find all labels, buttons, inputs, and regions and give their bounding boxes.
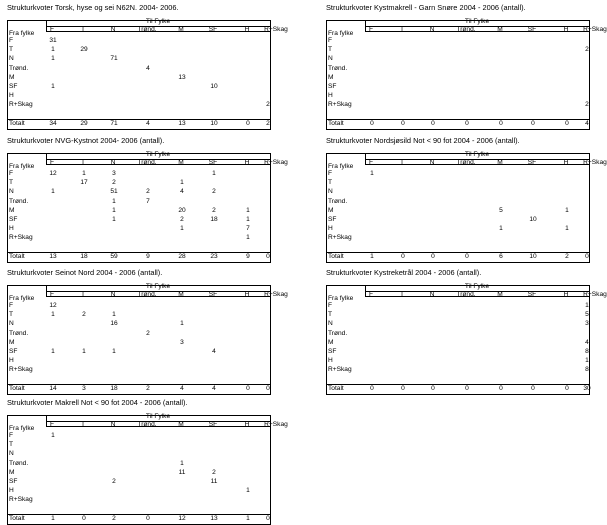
column-header: R+Skag <box>264 26 288 33</box>
total-cell: 18 <box>110 385 118 392</box>
row-label: SF <box>328 83 337 90</box>
column-header: H <box>563 159 569 166</box>
total-cell: 10 <box>529 253 537 260</box>
table-cell: 31 <box>49 37 57 44</box>
table-cell: 12 <box>49 302 57 309</box>
row-header-label: Fra fylke <box>9 295 35 302</box>
total-cell: 4 <box>146 120 150 127</box>
total-cell: 0 <box>565 120 569 127</box>
total-cell: 2 <box>112 515 116 522</box>
total-cell: 0 <box>246 385 250 392</box>
table-cell: 4 <box>180 188 184 196</box>
header-divider <box>46 26 270 27</box>
total-cell: 13 <box>210 515 218 522</box>
table-cell: 7 <box>146 197 150 205</box>
row-label: F <box>9 37 14 44</box>
column-header: Trønd. <box>456 159 476 166</box>
column-header: R+Skag <box>583 291 607 298</box>
total-cell: 2 <box>565 253 569 260</box>
table-title: Strukturkvoter Kystreketrål 2004 - 2006 (antall). <box>326 268 482 277</box>
row-label: T <box>9 441 14 449</box>
column-header: R+Skag <box>264 421 288 428</box>
row-label: H <box>328 92 333 100</box>
total-cell: 0 <box>531 120 535 127</box>
column-header: F <box>368 159 374 166</box>
total-cell: 0 <box>370 385 374 392</box>
table-cell: 1 <box>565 206 569 214</box>
column-header: F <box>49 421 55 428</box>
column-header: Trønd. <box>456 291 476 298</box>
column-header: Trønd. <box>456 26 476 33</box>
total-cell: 0 <box>401 120 405 127</box>
row-label: N <box>328 55 333 63</box>
table-cell: 8 <box>585 348 589 355</box>
column-group-header: Til Fylke <box>464 283 490 290</box>
row-label: F <box>9 170 14 177</box>
row-label: F <box>328 302 333 309</box>
table-cell: 2 <box>212 206 216 214</box>
column-header: N <box>429 26 435 33</box>
total-cell: 3 <box>82 385 86 392</box>
column-header: T <box>80 26 86 33</box>
table-cell: 11 <box>178 468 186 476</box>
total-cell: 9 <box>246 253 250 260</box>
table-cell: 1 <box>585 357 589 365</box>
table-cell: 1 <box>82 170 86 177</box>
table-cell: 1 <box>82 348 86 355</box>
table-cell: 71 <box>110 55 118 63</box>
row-label: R+Skag <box>328 234 352 242</box>
total-cell: 0 <box>431 120 435 127</box>
row-label: SF <box>328 216 337 223</box>
column-header: F <box>368 26 374 33</box>
column-header: F <box>49 26 55 33</box>
table-cell: 1 <box>51 348 55 355</box>
column-header: T <box>399 291 405 298</box>
data-table <box>326 151 607 263</box>
row-label: H <box>9 357 14 365</box>
total-cell: 10 <box>210 120 218 127</box>
table-cell: 2 <box>82 311 86 319</box>
table-cell: 1 <box>112 206 116 214</box>
total-cell: 1 <box>51 515 55 522</box>
column-header: H <box>563 26 569 33</box>
row-label: R+Skag <box>9 101 33 109</box>
total-cell: 14 <box>49 385 57 392</box>
totals-label: Totalt <box>9 385 25 392</box>
table-cell: 1 <box>51 188 55 196</box>
totals-divider <box>8 514 270 515</box>
column-header: T <box>80 421 86 428</box>
data-table <box>7 413 288 525</box>
row-label: SF <box>9 83 18 90</box>
row-label: SF <box>9 478 18 485</box>
row-label: Trønd. <box>9 329 29 337</box>
row-label: H <box>328 225 333 233</box>
row-label: T <box>9 46 14 54</box>
row-label: H <box>9 487 14 495</box>
column-header: M <box>497 26 503 33</box>
total-cell: 29 <box>80 120 88 127</box>
table-cell: 3 <box>180 338 184 346</box>
total-cell: 0 <box>146 515 150 522</box>
column-header: R+Skag <box>264 291 288 298</box>
total-cell: 4 <box>212 385 216 392</box>
column-header: Trønd. <box>137 291 157 298</box>
table-cell: 10 <box>529 216 537 223</box>
column-group-header: Til Fylke <box>145 283 171 290</box>
total-cell: 0 <box>431 385 435 392</box>
header-divider <box>46 164 270 165</box>
row-label: T <box>9 179 14 187</box>
header-divider <box>365 159 589 160</box>
row-label: T <box>9 311 14 319</box>
row-label: T <box>328 179 333 187</box>
total-cell: 30 <box>583 385 591 392</box>
total-cell: 0 <box>465 385 469 392</box>
row-label: Trønd. <box>9 459 29 467</box>
row-label: F <box>9 432 14 439</box>
row-label: H <box>9 225 14 233</box>
total-cell: 6 <box>499 253 503 260</box>
table-cell: 1 <box>212 170 216 177</box>
table-cell: 1 <box>180 320 184 328</box>
header-divider <box>365 26 589 27</box>
table-cell: 1 <box>51 83 55 90</box>
row-label: M <box>328 206 334 214</box>
column-header: N <box>429 291 435 298</box>
row-label: R+Skag <box>9 234 33 242</box>
column-header: M <box>178 159 184 166</box>
table-cell: 1 <box>246 206 250 214</box>
total-cell: 1 <box>370 253 374 260</box>
table-cell: 1 <box>112 348 116 355</box>
header-divider <box>365 164 589 165</box>
total-cell: 2 <box>146 385 150 392</box>
data-table <box>7 283 288 395</box>
column-header: N <box>429 159 435 166</box>
row-label: N <box>328 320 333 328</box>
row-label: Trønd. <box>328 197 348 205</box>
row-label: M <box>328 338 334 346</box>
row-label: M <box>328 73 334 81</box>
column-header: Trønd. <box>137 421 157 428</box>
totals-divider <box>327 384 589 385</box>
table-cell: 1 <box>51 311 55 319</box>
column-header: N <box>110 26 116 33</box>
table-cell: 2 <box>112 478 116 485</box>
total-cell: 0 <box>266 515 270 522</box>
table-cell: 2 <box>212 188 216 196</box>
column-header: SF <box>527 159 537 166</box>
column-group-header: Til Fylke <box>145 18 171 25</box>
table-title: Strukturkvoter Makrell Not < 90 fot 2004 - 2006 (antall). <box>7 398 188 407</box>
row-label: R+Skag <box>9 496 33 504</box>
data-table <box>326 283 607 395</box>
total-cell: 71 <box>110 120 118 127</box>
column-header: M <box>178 26 184 33</box>
row-label: T <box>328 46 333 54</box>
totals-divider <box>8 384 270 385</box>
row-label: Trønd. <box>328 329 348 337</box>
table-cell: 17 <box>80 179 88 187</box>
row-header-label: Fra fylke <box>328 295 354 302</box>
total-cell: 4 <box>585 120 589 127</box>
total-cell: 0 <box>465 120 469 127</box>
table-cell: 1 <box>246 216 250 223</box>
totals-label: Totalt <box>328 253 344 260</box>
column-header: T <box>399 26 405 33</box>
total-cell: 28 <box>178 253 186 260</box>
row-header-label: Fra fylke <box>9 163 35 170</box>
header-divider <box>46 291 270 292</box>
table-cell: 1 <box>585 302 589 309</box>
column-header: T <box>399 159 405 166</box>
table-title: Strukturkvoter Torsk, hyse og sei N62N. 2004- 2006. <box>7 3 179 12</box>
table-cell: 2 <box>585 46 589 54</box>
total-cell: 0 <box>246 120 250 127</box>
row-label: N <box>9 320 14 328</box>
header-divider <box>365 31 589 32</box>
total-cell: 0 <box>565 385 569 392</box>
total-cell: 9 <box>146 253 150 260</box>
column-header: H <box>244 291 250 298</box>
table-cell: 1 <box>180 225 184 233</box>
table-cell: 11 <box>210 478 218 485</box>
row-label: R+Skag <box>9 366 33 374</box>
table-cell: 4 <box>585 338 589 346</box>
table-cell: 51 <box>110 188 118 196</box>
totals-divider <box>8 252 270 253</box>
row-label: Trønd. <box>9 197 29 205</box>
column-header: H <box>244 421 250 428</box>
column-header: F <box>49 291 55 298</box>
table-cell: 1 <box>51 55 55 63</box>
total-cell: 13 <box>49 253 57 260</box>
row-header-label: Fra fylke <box>9 30 35 37</box>
row-label: H <box>328 357 333 365</box>
row-label: N <box>9 55 14 63</box>
column-header: R+Skag <box>583 26 607 33</box>
column-header: N <box>110 421 116 428</box>
table-cell: 1 <box>246 234 250 242</box>
row-header-label: Fra fylke <box>328 163 354 170</box>
row-header-label: Fra fylke <box>328 30 354 37</box>
table-title: Strukturkvoter Nordsjøsild Not < 90 fot 2004 - 2006 (antall). <box>326 136 520 145</box>
row-label: M <box>9 338 15 346</box>
total-cell: 1 <box>246 515 250 522</box>
table-cell: 1 <box>370 170 374 177</box>
total-cell: 0 <box>266 385 270 392</box>
totals-divider <box>8 119 270 120</box>
total-cell: 12 <box>178 515 186 522</box>
column-header: F <box>49 159 55 166</box>
table-cell: 18 <box>210 216 218 223</box>
row-label: F <box>328 170 333 177</box>
row-label: N <box>9 450 14 458</box>
total-cell: 23 <box>210 253 218 260</box>
table-cell: 2 <box>212 468 216 476</box>
total-cell: 0 <box>370 120 374 127</box>
total-cell: 0 <box>401 385 405 392</box>
header-divider <box>365 291 589 292</box>
column-header: N <box>110 291 116 298</box>
header-divider <box>46 31 270 32</box>
column-header: H <box>563 291 569 298</box>
row-label: R+Skag <box>328 101 352 109</box>
column-header: F <box>368 291 374 298</box>
table-cell: 4 <box>212 348 216 355</box>
row-label: Trønd. <box>328 64 348 72</box>
table-cell: 1 <box>180 459 184 467</box>
column-group-header: Til Fylke <box>464 18 490 25</box>
table-cell: 2 <box>585 101 589 109</box>
row-label: T <box>328 311 333 319</box>
column-header: SF <box>208 421 218 428</box>
column-header: H <box>244 26 250 33</box>
table-cell: 12 <box>49 170 57 177</box>
column-group-header: Til Fylke <box>145 151 171 158</box>
column-header: M <box>497 291 503 298</box>
table-cell: 1 <box>51 46 55 54</box>
table-title: Strukturkvoter Seinot Nord 2004 - 2006 (antall). <box>7 268 163 277</box>
table-cell: 4 <box>146 64 150 72</box>
row-label: H <box>9 92 14 100</box>
totals-label: Totalt <box>328 385 344 392</box>
table-cell: 7 <box>246 225 250 233</box>
totals-label: Totalt <box>9 253 25 260</box>
row-label: SF <box>9 216 18 223</box>
table-cell: 1 <box>112 311 116 319</box>
total-cell: 2 <box>266 120 270 127</box>
total-cell: 0 <box>531 385 535 392</box>
table-cell: 1 <box>112 197 116 205</box>
row-label: F <box>328 37 333 44</box>
totals-label: Totalt <box>328 120 344 127</box>
column-header: T <box>80 291 86 298</box>
table-cell: 8 <box>585 366 589 374</box>
column-header: M <box>178 291 184 298</box>
data-table <box>7 151 288 263</box>
column-header: Trønd. <box>137 159 157 166</box>
table-cell: 2 <box>146 329 150 337</box>
table-cell: 13 <box>178 73 186 81</box>
data-table <box>326 18 607 130</box>
table-cell: 3 <box>112 170 116 177</box>
totals-divider <box>327 252 589 253</box>
header-divider <box>46 421 270 422</box>
column-header: R+Skag <box>264 159 288 166</box>
header-divider <box>46 159 270 160</box>
table-title: Strukturkvoter Kystmakrell - Garn Snøre 2004 - 2006 (antall). <box>326 3 526 12</box>
row-label: N <box>9 188 14 196</box>
table-cell: 5 <box>499 206 503 214</box>
column-group-header: Til Fylke <box>464 151 490 158</box>
totals-label: Totalt <box>9 120 25 127</box>
table-cell: 1 <box>246 487 250 495</box>
column-header: R+Skag <box>583 159 607 166</box>
table-cell: 1 <box>565 225 569 233</box>
table-cell: 2 <box>180 216 184 223</box>
header-divider <box>46 296 270 297</box>
totals-divider <box>327 119 589 120</box>
total-cell: 34 <box>49 120 57 127</box>
table-cell: 2 <box>146 188 150 196</box>
table-cell: 5 <box>585 311 589 319</box>
total-cell: 0 <box>465 253 469 260</box>
row-header-label: Fra fylke <box>9 425 35 432</box>
column-header: T <box>80 159 86 166</box>
total-cell: 0 <box>401 253 405 260</box>
column-header: Trønd. <box>137 26 157 33</box>
total-cell: 59 <box>110 253 118 260</box>
row-label: M <box>9 73 15 81</box>
data-table <box>7 18 288 130</box>
row-label: M <box>9 468 15 476</box>
total-cell: 13 <box>178 120 186 127</box>
table-cell: 1 <box>51 432 55 439</box>
row-label: M <box>9 206 15 214</box>
table-cell: 2 <box>266 101 270 109</box>
total-cell: 0 <box>499 120 503 127</box>
column-header: M <box>497 159 503 166</box>
table-cell: 2 <box>112 179 116 187</box>
column-header: N <box>110 159 116 166</box>
column-header: SF <box>527 26 537 33</box>
table-title: Strukturkvoter NVG-Kystnot 2004- 2006 (antall). <box>7 136 165 145</box>
column-header: M <box>178 421 184 428</box>
row-label: Trønd. <box>9 64 29 72</box>
table-cell: 29 <box>80 46 88 54</box>
totals-label: Totalt <box>9 515 25 522</box>
table-cell: 1 <box>180 179 184 187</box>
column-header: SF <box>208 159 218 166</box>
total-cell: 0 <box>82 515 86 522</box>
table-cell: 1 <box>499 225 503 233</box>
table-cell: 20 <box>178 206 186 214</box>
row-label: R+Skag <box>328 366 352 374</box>
table-cell: 3 <box>585 320 589 328</box>
row-label: SF <box>328 348 337 355</box>
table-cell: 10 <box>210 83 218 90</box>
column-header: SF <box>208 26 218 33</box>
column-group-header: Til Fylke <box>145 413 171 420</box>
row-label: SF <box>9 348 18 355</box>
total-cell: 0 <box>266 253 270 260</box>
column-header: SF <box>527 291 537 298</box>
table-cell: 1 <box>112 216 116 223</box>
total-cell: 4 <box>180 385 184 392</box>
header-divider <box>365 296 589 297</box>
column-header: H <box>244 159 250 166</box>
table-cell: 16 <box>110 320 118 328</box>
total-cell: 0 <box>499 385 503 392</box>
row-label: N <box>328 188 333 196</box>
total-cell: 0 <box>431 253 435 260</box>
header-divider <box>46 426 270 427</box>
total-cell: 0 <box>585 253 589 260</box>
column-header: SF <box>208 291 218 298</box>
row-label: F <box>9 302 14 309</box>
total-cell: 18 <box>80 253 88 260</box>
